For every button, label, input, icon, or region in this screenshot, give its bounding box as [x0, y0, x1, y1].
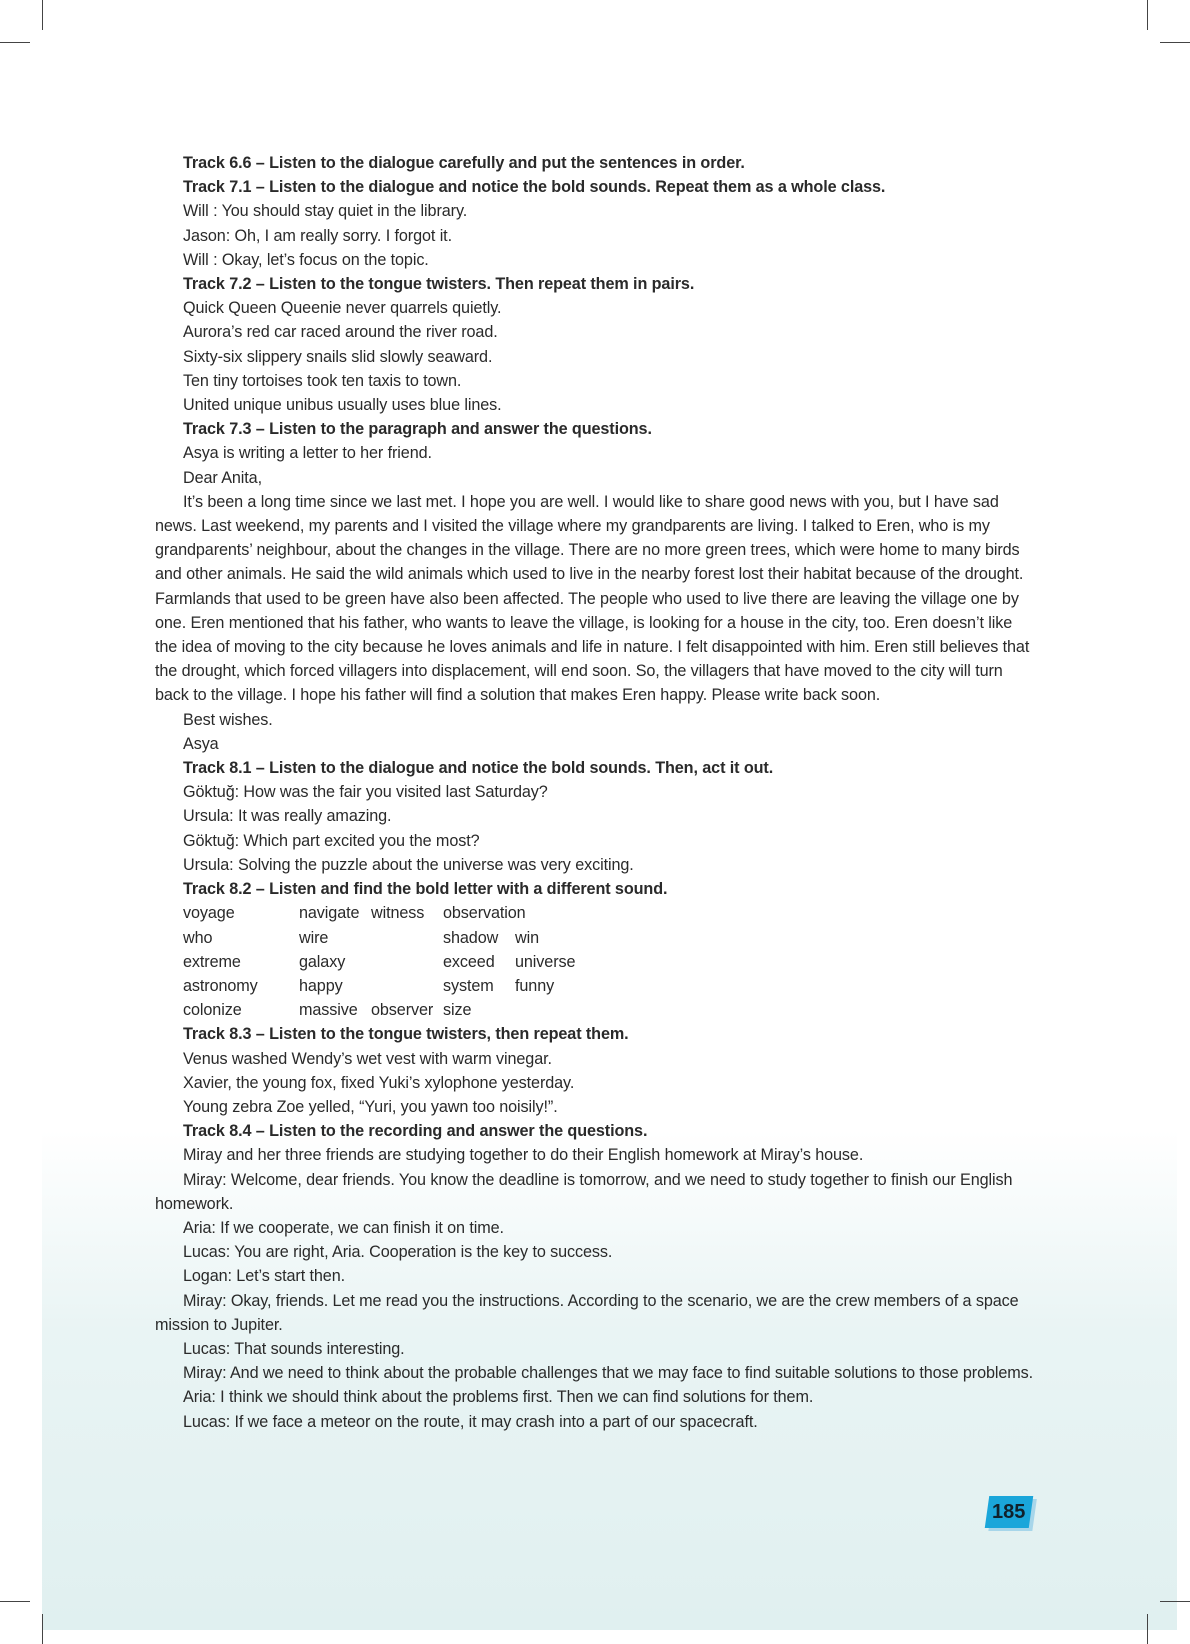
track-heading: Track 7.2 – Listen to the tongue twisters. Then repeat them in pairs.	[183, 275, 695, 294]
word-table-row	[183, 974, 1035, 998]
word-cell: exceed	[443, 952, 495, 971]
paragraph: Miray: And we need to think about the probable challenges that we may face to find suitable solutions to those problems.	[183, 1364, 1034, 1383]
word-cell: navigate	[299, 904, 360, 923]
text-line: Venus washed Wendy’s wet vest with warm vinegar.	[183, 1049, 552, 1068]
word-cell: voyage	[183, 904, 235, 923]
track-heading: Track 8.3 – Listen to the tongue twisters, then repeat them.	[183, 1025, 629, 1044]
text-line: Aria: If we cooperate, we can finish it on time.	[183, 1218, 504, 1237]
text-line: Lucas: You are right, Aria. Cooperation is the key to success.	[183, 1243, 613, 1262]
text-line: Aurora’s red car raced around the river road.	[183, 323, 498, 342]
track-heading: Track 8.1 – Listen to the dialogue and notice the bold sounds. Then, act it out.	[183, 759, 774, 778]
word-cell: size	[443, 1001, 472, 1020]
word-cell	[515, 901, 605, 925]
text-line: Göktuğ: How was the fair you visited last Saturday?	[183, 783, 548, 802]
text-line: Asya	[183, 734, 219, 753]
page-number: 185	[992, 1501, 1026, 1523]
word-cell	[371, 950, 443, 974]
crop-mark	[1147, 1614, 1148, 1644]
text-line: Göktuğ: Which part excited you the most?	[183, 831, 480, 850]
word-cell: witness	[371, 904, 425, 923]
paragraph: Miray: Welcome, dear friends. You know the deadline is tomorrow, and we need to study together to finish our English homework.	[155, 1170, 1013, 1213]
track-heading: Track 7.3 – Listen to the paragraph and answer the questions.	[183, 420, 652, 439]
track-heading: Track 8.4 – Listen to the recording and answer the questions.	[183, 1122, 648, 1141]
word-table	[155, 901, 1035, 1022]
text-line: Ten tiny tortoises took ten taxis to town.	[183, 371, 462, 390]
crop-mark	[42, 1614, 43, 1644]
text-line: Asya is writing a letter to her friend.	[183, 444, 432, 463]
text-line: Best wishes.	[183, 710, 273, 729]
text-line: Aria: I think we should think about the problems first. Then we can find solutions for them.	[183, 1388, 814, 1407]
word-cell: who	[183, 928, 213, 947]
crop-mark	[1147, 0, 1148, 30]
transcript-body	[155, 151, 1035, 1434]
word-table-row	[183, 926, 1035, 950]
crop-mark	[0, 1601, 30, 1602]
word-cell: shadow	[443, 928, 499, 947]
track-heading: Track 7.1 – Listen to the dialogue and notice the bold sounds. Repeat them as a whole class.	[183, 178, 886, 197]
word-cell: galaxy	[299, 952, 346, 971]
text-line: Quick Queen Queenie never quarrels quietly.	[183, 299, 502, 318]
text-line: Xavier, the young fox, fixed Yuki’s xylophone yesterday.	[183, 1073, 575, 1092]
word-table-row	[183, 901, 1035, 925]
word-table-row	[183, 950, 1035, 974]
text-line: Ursula: It was really amazing.	[183, 807, 392, 826]
word-cell	[515, 998, 605, 1022]
word-cell: win	[515, 928, 539, 947]
text-line: Lucas: If we face a meteor on the route, it may crash into a part of our spacecraft.	[183, 1412, 758, 1431]
crop-mark	[1160, 42, 1190, 43]
track-heading: Track 8.2 – Listen and find the bold letter with a different sound.	[183, 880, 668, 899]
word-cell: happy	[299, 976, 343, 995]
word-cell: extreme	[183, 952, 241, 971]
word-table-row	[183, 998, 1035, 1022]
text-line: United unique unibus usually uses blue lines.	[183, 396, 502, 415]
text-line: Will : Okay, let’s focus on the topic.	[183, 250, 429, 269]
text-line: Logan: Let’s start then.	[183, 1267, 345, 1286]
word-cell: funny	[515, 976, 555, 995]
word-cell: colonize	[183, 1001, 242, 1020]
page-number-badge	[985, 1496, 1033, 1528]
crop-mark	[0, 42, 30, 43]
paragraph: Miray: Okay, friends. Let me read you the instructions. According to the scenario, we are the crew members of a space mission to Jupiter.	[155, 1291, 1019, 1334]
text-line: Ursula: Solving the puzzle about the universe was very exciting.	[183, 855, 634, 874]
word-cell: astronomy	[183, 976, 258, 995]
word-cell: system	[443, 976, 494, 995]
word-cell: observer	[371, 1001, 434, 1020]
crop-mark	[1160, 1601, 1190, 1602]
word-cell	[371, 926, 443, 950]
track-heading: Track 6.6 – Listen to the dialogue carefully and put the sentences in order.	[183, 154, 745, 172]
text-line: Sixty-six slippery snails slid slowly seaward.	[183, 347, 493, 366]
text-line: Miray and her three friends are studying together to do their English homework at Miray’s house.	[183, 1146, 864, 1165]
word-cell: universe	[515, 952, 576, 971]
text-line: Will : You should stay quiet in the library.	[183, 202, 468, 221]
word-cell: observation	[443, 904, 526, 923]
word-cell: wire	[299, 928, 329, 947]
text-line: Young zebra Zoe yelled, “Yuri, you yawn too noisily!”.	[183, 1097, 558, 1116]
text-line: Dear Anita,	[183, 468, 262, 487]
paragraph: It’s been a long time since we last met. I hope you are well. I would like to share good news with you, but I have sad news. Last weekend, my parents and I visited the village where my grandparents are living. I talked to Eren, who is my grandparents’ neighbour, about the changes in the village. There are no more green trees, which were home to many birds and other animals. He said the wild animals which used to live in the nearby forest lost their habitat because of the drought. Farmlands that used to be green have also been affected. The people who used to live there are leaving the village one by one. Eren mentioned that his father, who wants to leave the village, is looking for a house in the city, too. Eren doesn’t like the idea of moving to the city because he loves animals and life in nature. I felt disappointed with him. Eren still believes that the drought, which forced villagers into displacement, will end soon. So, the villagers that have moved to the city will turn back to the village. I hope his father will find a solution that makes Eren happy. Please write back soon.	[155, 492, 1030, 705]
text-line: Jason: Oh, I am really sorry. I forgot it.	[183, 226, 452, 245]
word-cell: massive	[299, 1001, 358, 1020]
crop-mark	[42, 0, 43, 30]
word-cell	[371, 974, 443, 998]
text-line: Lucas: That sounds interesting.	[183, 1339, 405, 1358]
